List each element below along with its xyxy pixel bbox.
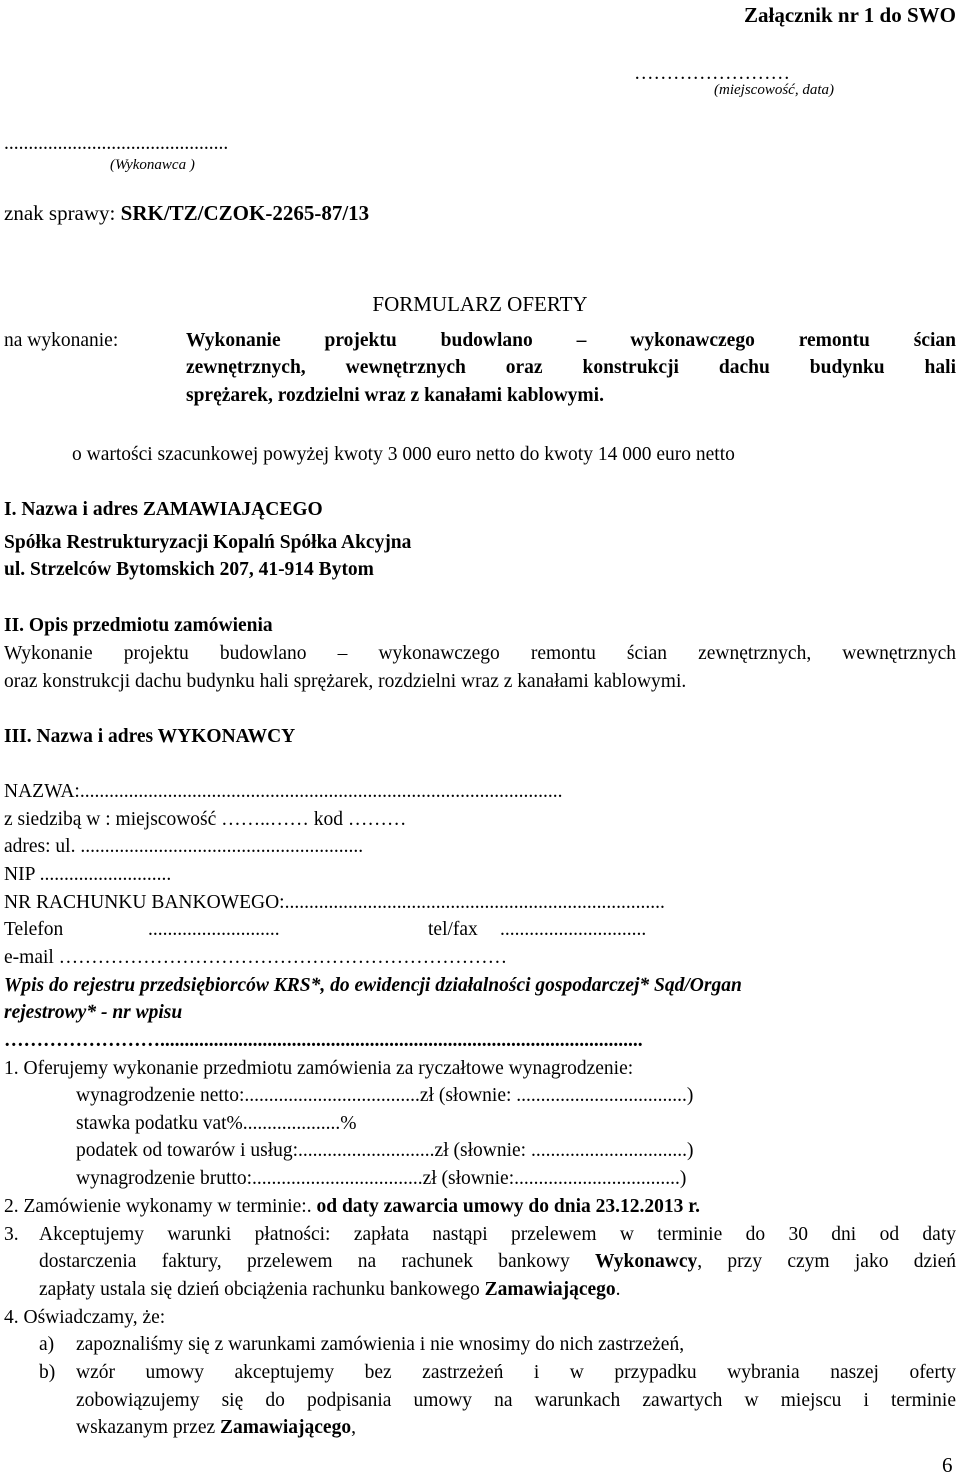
orderer-term-2: Zamawiającego bbox=[220, 1417, 352, 1438]
page-number: 6 bbox=[942, 1453, 953, 1477]
registry-dots: ……………………................................................................................................... bbox=[4, 1030, 643, 1051]
registry-line-1: Wpis do rejestru przedsiębiorców KRS*, do ewidencji działalności gospodarczej* Sąd/Organ bbox=[4, 975, 742, 996]
subject-line-2: zewnętrznych, wewnętrznych oraz konstrukcji dachu budynku hali bbox=[186, 357, 956, 378]
section3-heading: III. Nazwa i adres WYKONAWCY bbox=[4, 726, 296, 747]
item3-line-2-text: dostarczenia faktury, przelewem na rachunek bankowy bbox=[39, 1251, 570, 1272]
description-line-2: oraz konstrukcji dachu budynku hali sprężarek, rozdzielni wraz z kanałami kablowymi. bbox=[4, 671, 687, 692]
tax-amount-line: podatek od towarów i usług:............................zł (słownie: ................................) bbox=[76, 1140, 694, 1161]
item2-deadline: od daty zawarcia umowy do dnia 23.12.2013 r. bbox=[316, 1196, 701, 1217]
item3-line-2 bbox=[39, 1248, 956, 1276]
value-note: o wartości szacunkowej powyżej kwoty 3 000 euro netto do kwoty 14 000 euro netto bbox=[72, 444, 735, 465]
contractor-term: Wykonawcy bbox=[595, 1251, 698, 1272]
form-title: FORMULARZ OFERTY bbox=[372, 292, 588, 316]
statement-b-line-3-text: wskazanym przez bbox=[76, 1417, 216, 1438]
item3-number: 3. bbox=[4, 1224, 19, 1245]
offer-item-4: 4. Oświadczamy, że: bbox=[4, 1307, 166, 1328]
subject-line-1: Wykonanie projektu budowlano – wykonawczego remontu ścian bbox=[186, 330, 956, 351]
attachment-label: Załącznik nr 1 do SWO bbox=[744, 3, 956, 27]
contractor-seat-line: z siedzibą w : miejscowość ……..…… kod ……… bbox=[4, 809, 407, 830]
orderer-name: Spółka Restrukturyzacji Kopalń Spółka Akcyjna bbox=[4, 532, 412, 553]
statement-b-line-3 bbox=[76, 1414, 356, 1442]
item3-line-2-tail: , przy czym jako dzień bbox=[697, 1251, 956, 1272]
subject-line-3: sprężarek, rozdzielni wraz z kanałami kablowymi. bbox=[186, 385, 604, 406]
case-number: SRK/TZ/CZOK-2265-87/13 bbox=[120, 201, 370, 225]
price-gross-line: wynagrodzenie brutto:...................................zł (słownie:..................................) bbox=[76, 1168, 687, 1189]
item3-line-3-tail: . bbox=[615, 1279, 621, 1300]
orderer-address: ul. Strzelców Bytomskich 207, 41-914 Bytom bbox=[4, 559, 374, 580]
contractor-address-line: adres: ul. .......................................................... bbox=[4, 836, 364, 857]
statement-a-text: zapoznaliśmy się z warunkami zamówienia i nie wnosimy do nich zastrzeżeń, bbox=[76, 1334, 685, 1355]
statement-b-line-1: wzór umowy akceptujemy bez zastrzeżeń i w przypadku wybrania naszej oferty bbox=[76, 1362, 956, 1383]
contractor-phone-label: Telefon bbox=[4, 919, 64, 940]
item2-prefix: 2. Zamówienie wykonamy w terminie:. bbox=[4, 1196, 312, 1217]
for-label: na wykonanie: bbox=[4, 330, 119, 351]
statement-a-label: a) bbox=[39, 1334, 55, 1355]
contractor-name-line: NAZWA:................................................................................................... bbox=[4, 781, 563, 802]
contractor-fax-dots: .............................. bbox=[500, 919, 647, 940]
item3-line-1: Akceptujemy warunki płatności: zapłata nastąpi przelewem w terminie do 30 dni od daty bbox=[39, 1224, 956, 1245]
contractor-caption: (Wykonawca ) bbox=[110, 157, 195, 173]
contractor-dots: .............................................. bbox=[4, 133, 229, 154]
place-date-caption: (miejscowość, data) bbox=[714, 82, 834, 98]
registry-line-2: rejestrowy* - nr wpisu bbox=[4, 1002, 183, 1023]
case-label: znak sprawy: bbox=[4, 201, 116, 225]
offer-item-2 bbox=[4, 1193, 700, 1221]
orderer-term: Zamawiającego bbox=[484, 1279, 616, 1300]
case-reference bbox=[4, 200, 369, 228]
item3-line-3 bbox=[39, 1276, 621, 1304]
statement-b-line-3-tail: , bbox=[351, 1417, 356, 1438]
contractor-nip-line: NIP ........................... bbox=[4, 864, 172, 885]
place-date-dots: …………………… bbox=[634, 63, 790, 84]
contractor-fax-label: tel/fax bbox=[428, 919, 478, 940]
price-net-line: wynagrodzenie netto:....................................zł (słownie: ...................................) bbox=[76, 1085, 694, 1106]
statement-b-label: b) bbox=[39, 1362, 56, 1383]
section1-heading: I. Nazwa i adres ZAMAWIAJĄCEGO bbox=[4, 499, 323, 520]
statement-b-line-2: zobowiązujemy się do podpisania umowy na warunkach zawartych w miejscu i terminie bbox=[76, 1390, 956, 1411]
section2-heading: II. Opis przedmiotu zamówienia bbox=[4, 615, 273, 636]
description-line-1: Wykonanie projektu budowlano – wykonawczego remontu ścian zewnętrznych, wewnętrznych bbox=[4, 643, 956, 664]
contractor-bank-line: NR RACHUNKU BANKOWEGO:.............................................................................. bbox=[4, 892, 665, 913]
contractor-email-line: e-mail …………………………………………………………… bbox=[4, 947, 508, 968]
item3-line-3-text: zapłaty ustala się dzień obciążenia rachunku bankowego bbox=[39, 1279, 480, 1300]
offer-item-1: 1. Oferujemy wykonanie przedmiotu zamówienia za ryczałtowe wynagrodzenie: bbox=[4, 1058, 634, 1079]
contractor-phone-dots: ........................... bbox=[148, 919, 280, 940]
vat-rate-line: stawka podatku vat%....................% bbox=[76, 1113, 357, 1134]
